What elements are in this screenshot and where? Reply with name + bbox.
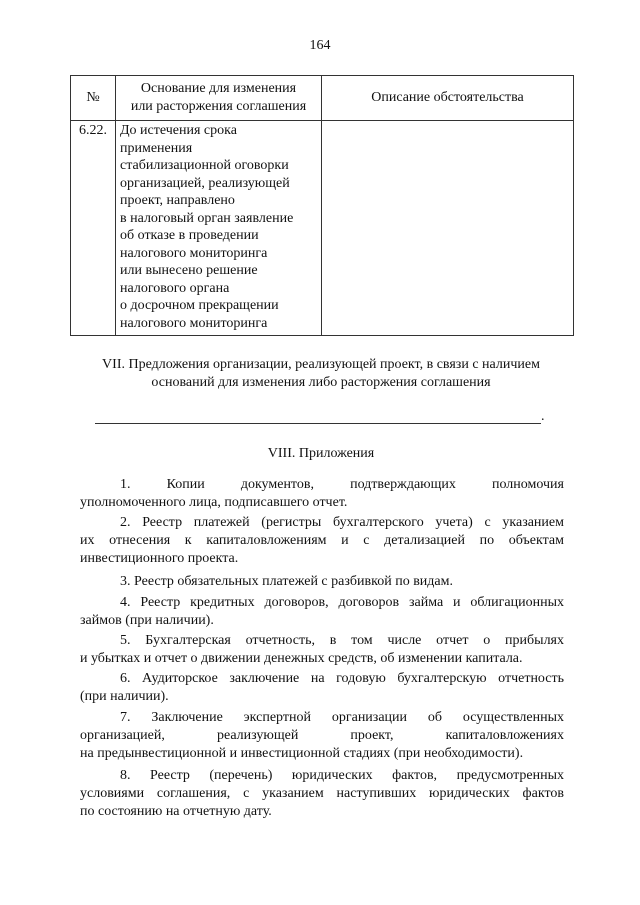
basis-line: или вынесено решение	[120, 263, 258, 278]
section-8-title: VIII. Приложения	[267, 446, 375, 461]
appendix-item-line: их отнесения к капиталовложениям и с детализацией по объектам	[80, 533, 564, 548]
appendix-item-line: 7. Заключение экспертной организации об осуществленных	[120, 710, 564, 725]
section-7-title-line: VII. Предложения организации, реализующей проект, в связи с наличием	[102, 357, 540, 372]
basis-line: налогового мониторинга	[120, 245, 268, 261]
blank-line-period: .	[541, 409, 545, 424]
appendix-item	[80, 709, 564, 763]
appendix-item	[80, 594, 564, 630]
appendix-item-line: (при наличии).	[80, 689, 169, 704]
header-basis	[116, 76, 322, 121]
table-row	[71, 121, 574, 336]
appendix-item	[80, 632, 564, 668]
appendix-item	[80, 514, 564, 568]
appendix-item-line: условиями соглашения, с указанием наступивших юридических фактов	[80, 786, 564, 801]
basis-line: До истечения срока	[120, 123, 237, 138]
header-description: Описание обстоятельства	[322, 76, 574, 121]
appendix-item-line: 6. Аудиторское заключение на годовую бухгалтерскую отчетность	[120, 671, 564, 686]
basis-line: в налоговый орган заявление	[120, 210, 294, 226]
appendix-item-line: 2. Реестр платежей (регистры бухгалтерского учета) с указанием	[120, 515, 564, 530]
row-basis	[116, 121, 322, 336]
basis-line: налогового мониторинга	[120, 315, 268, 331]
header-number: №	[71, 76, 116, 121]
circumstances-table	[70, 75, 574, 336]
header-basis-line: Основание для изменения	[140, 81, 297, 96]
table-header-row	[71, 76, 574, 121]
basis-line: проект, направлено	[120, 193, 235, 208]
basis-line: налогового органа	[120, 280, 230, 296]
page-number: 164	[309, 38, 331, 53]
basis-line: о досрочном прекращении	[120, 298, 279, 313]
row-number: 6.22.	[71, 121, 116, 336]
appendix-item-line: инвестиционного проекта.	[80, 551, 239, 566]
appendix-item-line: 3. Реестр обязательных платежей с разбивкой по видам.	[120, 574, 453, 589]
basis-line: стабилизационной оговорки	[120, 158, 289, 173]
appendix-item-line: и убытках и отчет о движении денежных средств, об изменении капитала.	[80, 651, 523, 666]
row-description	[322, 121, 574, 336]
appendix-item-line: займов (при наличии).	[80, 613, 214, 628]
header-basis-line: или расторжения соглашения	[130, 99, 307, 114]
basis-line: применения	[120, 140, 193, 156]
appendix-item	[80, 767, 564, 821]
appendix-item-line: 8. Реестр (перечень) юридических фактов, предусмотренных	[120, 768, 564, 783]
appendix-item-line: 5. Бухгалтерская отчетность, в том числе отчет о прибылях	[120, 633, 564, 648]
appendix-item-line: на предынвестиционной и инвестиционной стадиях (при необходимости).	[80, 746, 524, 761]
appendix-item-line: по состоянию на отчетную дату.	[80, 804, 272, 819]
appendix-item-line: 1. Копии документов, подтверждающих полномочия	[120, 477, 564, 492]
appendix-item	[80, 573, 564, 591]
appendix-item	[80, 476, 564, 512]
section-7-title	[76, 356, 566, 392]
basis-line: об отказе в проведении	[120, 228, 259, 243]
basis-line: организацией, реализующей	[120, 175, 290, 191]
appendix-item-line: организацией, реализующей проект, капиталовложениях	[80, 728, 564, 743]
section-7-title-line: оснований для изменения либо расторжения соглашения	[151, 375, 491, 390]
appendix-item	[80, 670, 564, 706]
appendix-item-line: уполномоченного лица, подписавшего отчет.	[80, 495, 348, 510]
proposals-blank-line	[95, 423, 541, 424]
appendix-item-line: 4. Реестр кредитных договоров, договоров займа и облигационных	[120, 595, 564, 610]
